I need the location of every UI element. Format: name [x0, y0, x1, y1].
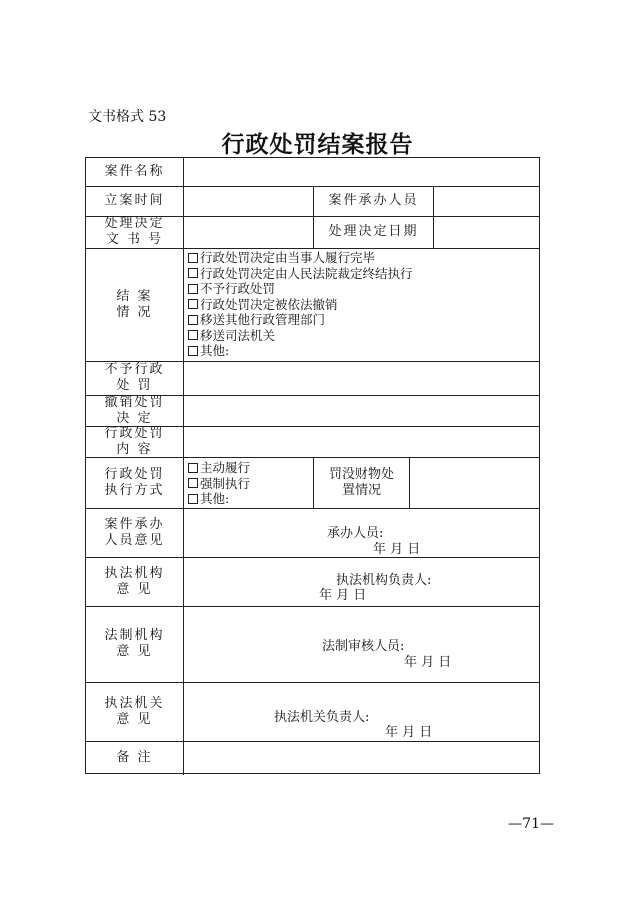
property-disposal-label [314, 457, 409, 508]
handler-date[interactable]: 年 月 日 [373, 542, 421, 557]
execution-option[interactable] [188, 476, 250, 492]
closing-options-list [188, 250, 413, 359]
closing-option-label: 移送其他行政管理部门 [200, 312, 326, 327]
execution-option[interactable] [188, 491, 250, 507]
handler-opinion-line1: 案件承办 [104, 516, 165, 532]
closing-option-label: 行政处罚决定被依法撤销 [200, 296, 338, 312]
handler-opinion-line2: 人员意见 [104, 532, 165, 548]
property-disposal-field[interactable] [410, 457, 540, 508]
closing-option-label: 其他: [200, 343, 230, 358]
execution-option-label: 其他: [200, 491, 230, 506]
no-penalty-field[interactable] [184, 361, 540, 395]
authority-opinion-line1: 执法机关 [104, 695, 165, 711]
property-label-line2: 置情况 [341, 482, 381, 498]
execution-options-list [188, 460, 250, 507]
closing-option-label: 行政处罚决定由人民法院裁定终结执行 [200, 265, 413, 281]
closing-option[interactable] [188, 312, 413, 328]
agency-opinion-line2: 意 见 [116, 581, 153, 597]
agency-signature[interactable]: 执法机构负责人: [336, 573, 432, 588]
decision-doc-label-line1: 处理决定 [104, 216, 165, 231]
checkbox-icon[interactable] [188, 268, 198, 278]
revoke-label-line2: 决 定 [116, 410, 153, 426]
revoke-decision-field[interactable] [184, 395, 540, 426]
closing-option-label: 不予行政处罚 [200, 281, 276, 296]
no-penalty-label-line2: 处 罚 [116, 378, 153, 393]
revoke-decision-label [86, 395, 183, 426]
penalty-content-label [86, 426, 183, 457]
filing-time-field[interactable] [184, 186, 313, 216]
page-title: 行政处罚结案报告 [221, 131, 414, 158]
execution-option[interactable] [188, 460, 250, 476]
case-handler-field[interactable] [434, 186, 540, 216]
execution-method-label [86, 457, 183, 508]
remarks-label: 备 注 [116, 749, 153, 765]
checkbox-icon[interactable] [188, 253, 198, 263]
authority-signature[interactable]: 执法机关负责人: [274, 710, 370, 725]
content-label-line2: 内 容 [116, 441, 153, 457]
decision-doc-label [86, 216, 183, 248]
checkbox-icon[interactable] [188, 494, 198, 504]
handler-opinion-label [86, 508, 183, 557]
closing-option-label: 移送司法机关 [200, 327, 276, 343]
checkbox-icon[interactable] [188, 463, 198, 473]
page-number: —71— [508, 816, 554, 832]
case-closing-report-form [85, 157, 540, 774]
case-handler-label: 案件承办人员 [328, 193, 419, 208]
filing-time-label: 立案时间 [104, 193, 165, 208]
execution-option-label: 强制执行 [200, 475, 251, 491]
decision-doc-field[interactable] [184, 216, 313, 248]
closing-option[interactable] [188, 343, 413, 359]
closing-label-line1: 结 案 [116, 288, 153, 304]
execution-label-line1: 行政处罚 [104, 466, 165, 482]
checkbox-icon[interactable] [188, 299, 198, 309]
closing-option[interactable] [188, 328, 413, 344]
closing-option[interactable] [188, 297, 413, 313]
closing-option[interactable] [188, 266, 413, 282]
legal-signature[interactable]: 法制审核人员: [322, 639, 405, 654]
penalty-content-field[interactable] [184, 426, 540, 457]
closing-option-label: 行政处罚决定由当事人履行完毕 [200, 250, 376, 265]
property-label-line1: 罚没财物处 [328, 466, 394, 482]
legal-opinion-line1: 法制机构 [104, 628, 165, 643]
agency-opinion-line1: 执法机构 [104, 565, 165, 581]
checkbox-icon[interactable] [188, 330, 198, 340]
agency-opinion-label [86, 557, 183, 606]
authority-date[interactable]: 年 月 日 [385, 725, 433, 740]
authority-opinion-label [86, 682, 183, 741]
handler-signature[interactable]: 承办人员: [327, 526, 384, 541]
decision-date-label: 处理决定日期 [328, 224, 419, 239]
legal-opinion-label [86, 606, 183, 682]
execution-label-line2: 执行方式 [104, 482, 165, 498]
decision-doc-label-line2: 文 书 号 [105, 232, 164, 247]
closing-option[interactable] [188, 281, 413, 297]
content-label-line1: 行政处罚 [104, 425, 165, 441]
agency-date[interactable]: 年 月 日 [319, 588, 367, 603]
checkbox-icon[interactable] [188, 284, 198, 294]
legal-opinion-line2: 意 见 [116, 644, 153, 659]
column-divider [183, 158, 184, 775]
remarks-field[interactable] [184, 741, 540, 774]
case-name-field[interactable] [184, 158, 540, 186]
no-penalty-label [86, 361, 183, 395]
execution-option-label: 主动履行 [200, 460, 251, 475]
checkbox-icon[interactable] [188, 478, 198, 488]
revoke-label-line1: 撤销处罚 [104, 394, 165, 410]
checkbox-icon[interactable] [188, 315, 198, 325]
legal-date[interactable]: 年 月 日 [404, 655, 452, 670]
checkbox-icon[interactable] [188, 346, 198, 356]
format-label: 文书格式 53 [88, 109, 167, 125]
decision-date-field[interactable] [434, 216, 540, 248]
closing-situation-label [86, 248, 183, 361]
closing-label-line2: 情 况 [116, 304, 153, 320]
authority-opinion-line2: 意 见 [116, 711, 153, 727]
closing-option[interactable] [188, 250, 413, 266]
no-penalty-label-line1: 不予行政 [104, 362, 165, 377]
case-name-label: 案件名称 [104, 164, 165, 179]
